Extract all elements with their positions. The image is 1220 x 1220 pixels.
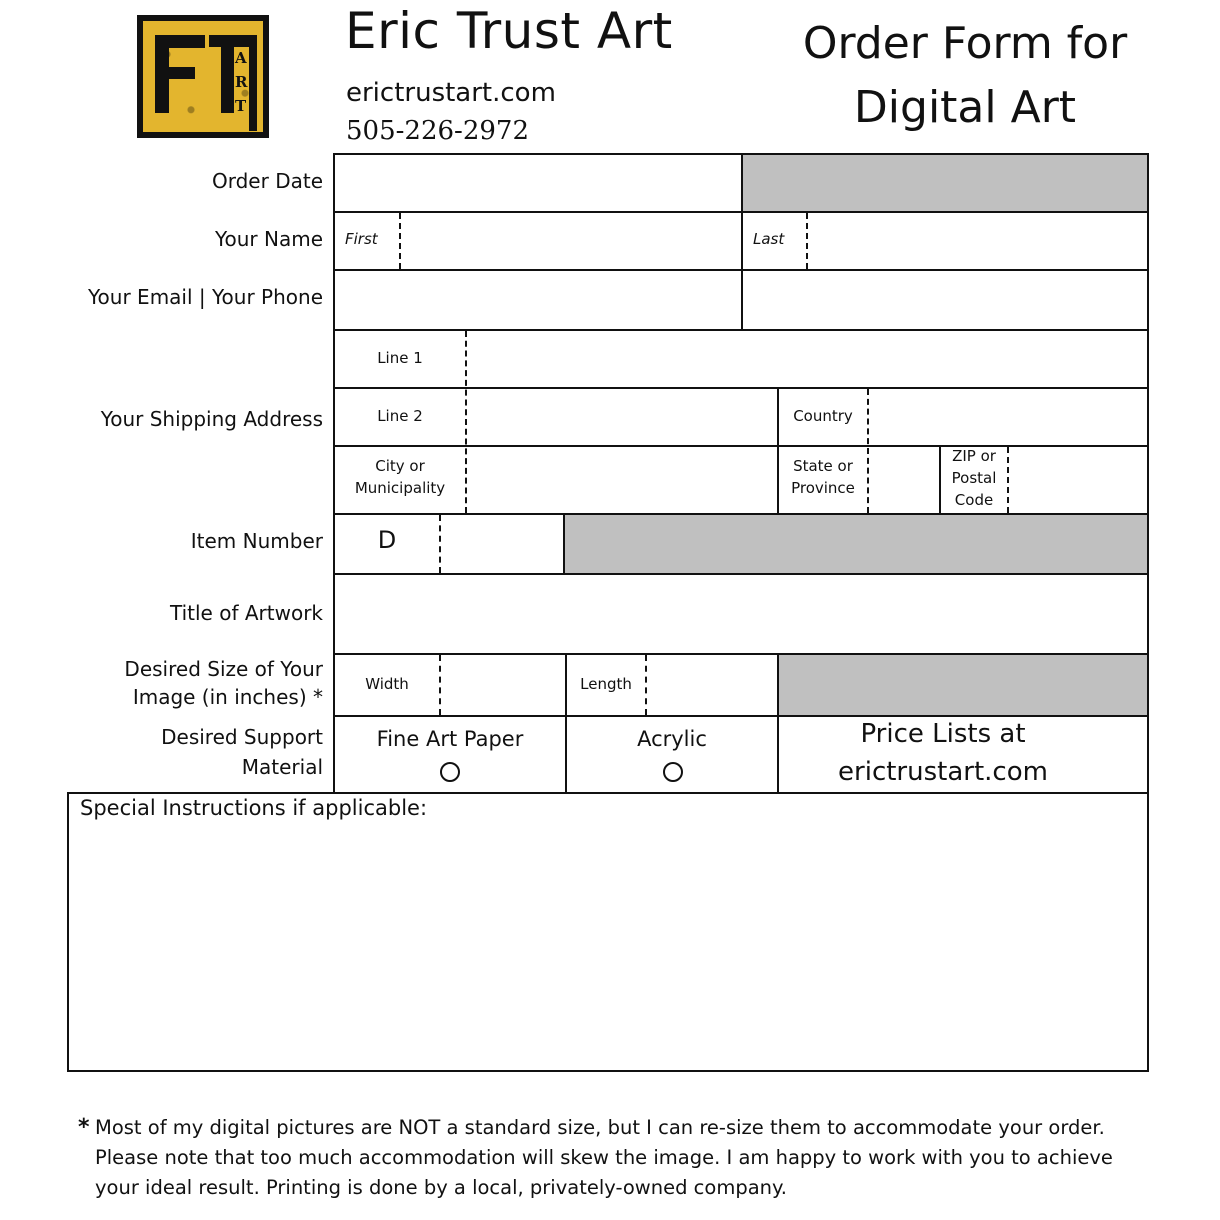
label-size-line2: Image (in inches) * <box>132 685 323 709</box>
zip-caption-l2: Postal <box>951 469 997 487</box>
state-input[interactable] <box>870 447 939 513</box>
footnote-star: * <box>78 1115 90 1140</box>
footnote <box>78 1113 1158 1203</box>
order-date-input[interactable] <box>335 155 741 211</box>
country-input[interactable] <box>870 389 1147 445</box>
first-caption: First <box>345 230 378 248</box>
zip-input[interactable] <box>1010 447 1147 513</box>
form-title-line2: Digital Art <box>853 82 1077 133</box>
city-input[interactable] <box>468 447 777 513</box>
line2-caption: Line 2 <box>377 407 423 425</box>
city-caption <box>335 455 465 499</box>
phone-input[interactable] <box>743 271 1147 329</box>
price-line1: Price Lists at <box>860 719 1026 749</box>
width-input[interactable] <box>442 655 565 715</box>
website: erictrustart.com <box>346 78 556 108</box>
zip-caption <box>941 445 1007 511</box>
width-caption: Width <box>365 675 409 693</box>
zip-caption-l1: ZIP or <box>952 447 996 465</box>
first-name-input[interactable] <box>402 213 741 269</box>
logo-letter-t: T <box>235 97 247 115</box>
state-caption <box>779 455 867 499</box>
last-caption: Last <box>753 230 785 248</box>
logo <box>137 15 269 138</box>
state-caption-l2: Province <box>791 479 855 497</box>
phone: 505-226-2972 <box>346 116 529 146</box>
acrylic-radio[interactable] <box>663 762 683 782</box>
city-caption-l1: City or <box>375 457 425 475</box>
item-number-input[interactable] <box>442 515 563 573</box>
form-title <box>770 12 1160 140</box>
acrylic-label: Acrylic <box>637 727 707 751</box>
special-instructions-label: Special Instructions if applicable: <box>80 796 428 820</box>
city-caption-l2: Municipality <box>354 479 446 497</box>
label-size-line1: Desired Size of Your <box>124 657 323 681</box>
logo-letter-a: A <box>235 49 247 67</box>
label-email-phone: Your Email | Your Phone <box>88 285 323 309</box>
address-line2-input[interactable] <box>468 389 777 445</box>
zip-caption-l3: Code <box>954 491 994 509</box>
shaded-cell <box>779 655 1147 715</box>
price-line2: erictrustart.com <box>838 757 1048 787</box>
address-line1-input[interactable] <box>468 331 1147 387</box>
length-caption: Length <box>580 675 632 693</box>
label-your-name: Your Name <box>214 227 323 251</box>
label-support-line1: Desired Support <box>161 725 323 749</box>
fine-art-paper-label: Fine Art Paper <box>376 727 524 751</box>
label-order-date: Order Date <box>212 169 323 193</box>
last-name-input[interactable] <box>809 213 1147 269</box>
line1-caption: Line 1 <box>377 349 423 367</box>
special-instructions-input[interactable] <box>69 830 1147 1070</box>
form-title-line1: Order Form for <box>802 18 1128 69</box>
label-title-of-artwork: Title of Artwork <box>170 601 323 625</box>
label-support-line2: Material <box>241 755 323 779</box>
shaded-cell <box>743 155 1147 211</box>
title-of-artwork-input[interactable] <box>335 575 1147 653</box>
item-prefix: D <box>377 526 397 554</box>
footnote-text: Most of my digital pictures are NOT a standard size, but I can re-size them to accommodate your order. Please note that too much accommodation will skew the image. I am happy to work with you to achieve your ideal result. Printing is done by a local, privately-owned company. <box>95 1116 1113 1199</box>
label-item-number: Item Number <box>190 529 323 553</box>
length-input[interactable] <box>648 655 778 715</box>
country-caption: Country <box>793 407 853 425</box>
logo-letter-r: R <box>235 73 248 91</box>
fine-art-paper-radio[interactable] <box>440 762 460 782</box>
email-input[interactable] <box>335 271 741 329</box>
label-shipping-address: Your Shipping Address <box>100 407 323 431</box>
shaded-cell <box>565 515 1147 573</box>
state-caption-l1: State or <box>793 457 853 475</box>
brand-name: Eric Trust Art <box>345 2 673 60</box>
price-lists-note <box>780 715 1106 791</box>
